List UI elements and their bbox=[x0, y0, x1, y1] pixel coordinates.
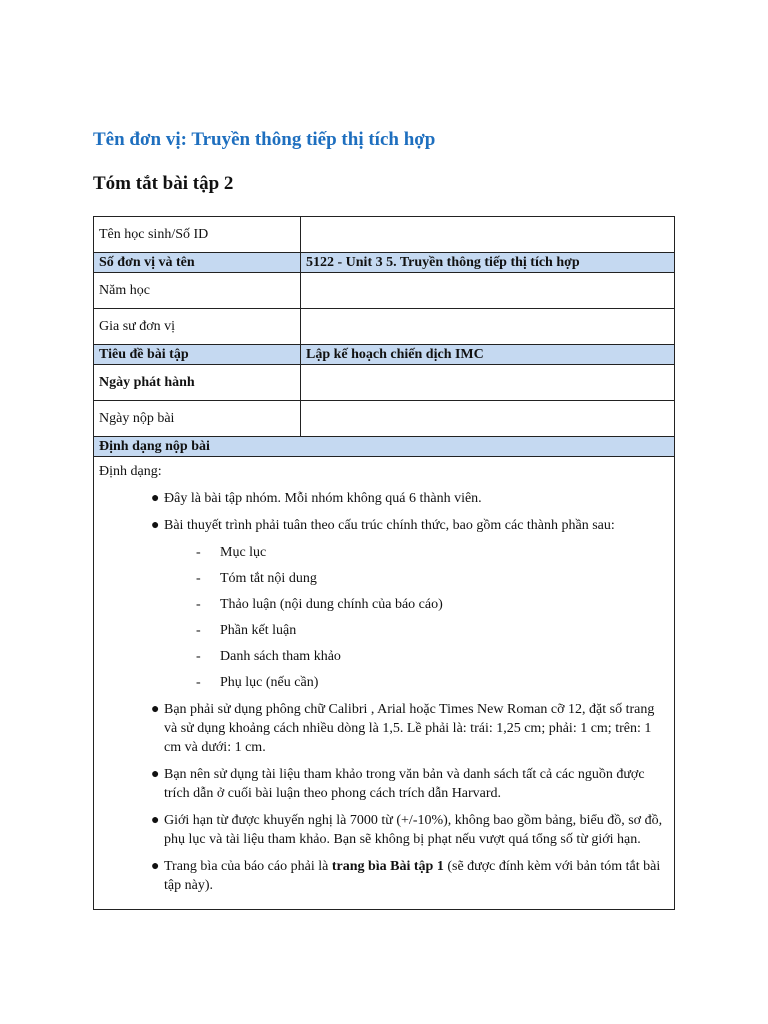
list-item bbox=[151, 765, 669, 803]
bullet-text: Giới hạn từ được khuyến nghị là 7000 từ (+/-10%), không bao gồm bảng, biểu đồ, sơ đồ, phụ lục và tài liệu tham khảo. Bạn sẽ không bị phạt nếu vượt quá tổng số từ giới hạn. bbox=[164, 813, 663, 847]
tutor-label: Gia sư đơn vị bbox=[94, 309, 301, 345]
table-row bbox=[94, 365, 675, 401]
format-bullets bbox=[99, 489, 669, 895]
year-value[interactable] bbox=[301, 273, 675, 309]
components-list bbox=[164, 543, 669, 692]
issue-date-value[interactable] bbox=[301, 365, 675, 401]
list-item bbox=[151, 700, 669, 757]
assignment-info-table bbox=[93, 216, 675, 910]
table-row bbox=[94, 253, 675, 273]
table-row bbox=[94, 401, 675, 437]
list-item: - Thảo luận (nội dung chính của báo cáo) bbox=[196, 595, 669, 614]
submit-date-label: Ngày nộp bài bbox=[94, 401, 301, 437]
list-item: - Phần kết luận bbox=[196, 621, 669, 640]
submit-date-value[interactable] bbox=[301, 401, 675, 437]
list-item bbox=[151, 516, 669, 692]
bullet-text-pre: Trang bìa của báo cáo phải là bbox=[164, 859, 332, 874]
unit-label: Số đơn vị và tên bbox=[94, 253, 301, 273]
format-header: Định dạng nộp bài bbox=[94, 437, 675, 457]
table-row bbox=[94, 273, 675, 309]
student-value[interactable] bbox=[301, 217, 675, 253]
tutor-value[interactable] bbox=[301, 309, 675, 345]
list-item bbox=[151, 811, 669, 849]
list-item bbox=[151, 857, 669, 895]
bullet-text-post: (sẽ được đính kèm với bản tóm tắt bài tập này). bbox=[164, 859, 661, 893]
table-row bbox=[94, 345, 675, 365]
bullet-text: Bài thuyết trình phải tuân theo cấu trúc chính thức, bao gồm các thành phần sau: bbox=[164, 518, 615, 533]
list-item: - Mục lục bbox=[196, 543, 669, 562]
table-row bbox=[94, 437, 675, 457]
bullet-text: Bạn nên sử dụng tài liệu tham khảo trong văn bản và danh sách tất cả các nguồn được trích dẫn ở cuối bài luận theo phong cách trích dẫn Harvard. bbox=[164, 767, 645, 801]
student-label: Tên học sinh/Số ID bbox=[94, 217, 301, 253]
list-item bbox=[151, 489, 669, 508]
year-label: Năm học bbox=[94, 273, 301, 309]
table-row bbox=[94, 217, 675, 253]
summary-title: Tóm tắt bài tập 2 bbox=[93, 173, 234, 194]
list-item: - Tóm tắt nội dung bbox=[196, 569, 669, 588]
list-item: - Danh sách tham khảo bbox=[196, 647, 669, 666]
issue-date-label: Ngày phát hành bbox=[94, 365, 301, 401]
unit-title: Tên đơn vị: Truyền thông tiếp thị tích hợp bbox=[93, 129, 436, 150]
format-content bbox=[94, 457, 675, 910]
unit-value: 5122 - Unit 3 5. Truyền thông tiếp thị tích hợp bbox=[301, 253, 675, 273]
bullet-text-bold: trang bìa Bài tập 1 bbox=[331, 859, 444, 874]
list-item: - Phụ lục (nếu cần) bbox=[196, 673, 669, 692]
bullet-text: Đây là bài tập nhóm. Mỗi nhóm không quá 6 thành viên. bbox=[164, 491, 482, 506]
format-label: Định dạng: bbox=[99, 464, 162, 479]
table-row bbox=[94, 457, 675, 910]
assignment-label: Tiêu đề bài tập bbox=[94, 345, 301, 365]
table-row bbox=[94, 309, 675, 345]
bullet-text: Bạn phải sử dụng phông chữ Calibri , Arial hoặc Times New Roman cỡ 12, đặt số trang và sử dụng khoảng cách nhiều dòng là 1,5. Lề phải là: trái: 1,25 cm; phải: 1 cm; trên: 1 cm và dưới: 1 cm. bbox=[164, 702, 655, 755]
assignment-value: Lập kế hoạch chiến dịch IMC bbox=[301, 345, 675, 365]
